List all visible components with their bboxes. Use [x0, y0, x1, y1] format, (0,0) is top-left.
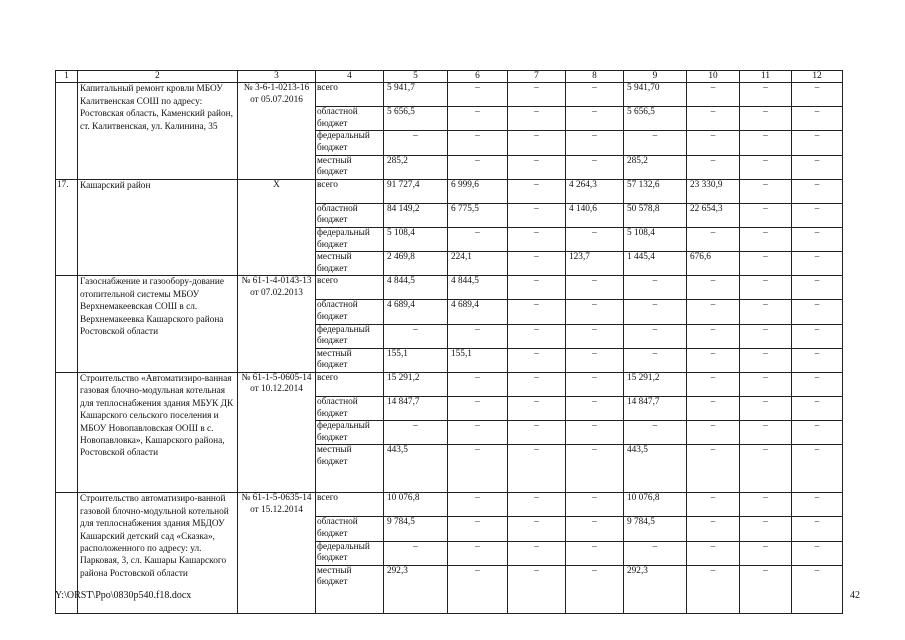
- amount-cell: –: [740, 131, 792, 155]
- amount-cell: –: [384, 131, 448, 155]
- amount-cell: –: [687, 396, 740, 420]
- amount-cell: –: [384, 421, 448, 445]
- amount-cell: 15 291,2: [624, 372, 687, 396]
- amount-cell: –: [740, 565, 792, 613]
- amount-cell: –: [508, 493, 566, 517]
- amount-cell: –: [508, 445, 566, 493]
- document-number: № 61-1-5-0635-14 от 15.12.2014: [238, 493, 316, 613]
- amount-cell: –: [687, 155, 740, 179]
- amount-cell: –: [740, 517, 792, 541]
- amount-cell: –: [508, 348, 566, 372]
- amount-cell: 5 941,7: [384, 83, 448, 107]
- document-number: № 61-1-4-0143-13 от 07.02.2013: [238, 276, 316, 373]
- amount-cell: –: [448, 421, 508, 445]
- amount-cell: –: [566, 517, 624, 541]
- row-number: [56, 83, 78, 180]
- column-number-header: 3: [238, 71, 316, 83]
- table-row: [56, 276, 843, 300]
- amount-cell: –: [687, 541, 740, 565]
- funding-source: федеральный бюджет: [316, 421, 384, 445]
- funding-source: местный бюджет: [316, 565, 384, 613]
- amount-cell: 5 656,5: [624, 107, 687, 131]
- amount-cell: –: [740, 252, 792, 276]
- amount-cell: –: [792, 107, 843, 131]
- funding-source: областной бюджет: [316, 300, 384, 324]
- amount-cell: 4 689,4: [384, 300, 448, 324]
- header-row: [56, 71, 843, 83]
- amount-cell: 292,3: [384, 565, 448, 613]
- amount-cell: 14 847,7: [624, 396, 687, 420]
- amount-cell: –: [624, 324, 687, 348]
- amount-cell: –: [624, 421, 687, 445]
- column-number-header: 10: [687, 71, 740, 83]
- funding-source: всего: [316, 276, 384, 300]
- funding-source: местный бюджет: [316, 155, 384, 179]
- amount-cell: –: [624, 300, 687, 324]
- amount-cell: –: [566, 372, 624, 396]
- amount-cell: –: [384, 324, 448, 348]
- amount-cell: –: [508, 252, 566, 276]
- amount-cell: –: [566, 83, 624, 107]
- amount-cell: 9 784,5: [624, 517, 687, 541]
- amount-cell: –: [448, 107, 508, 131]
- funding-source: областной бюджет: [316, 517, 384, 541]
- row-number: 17.: [56, 179, 78, 276]
- amount-cell: –: [508, 517, 566, 541]
- amount-cell: 6 775,5: [448, 203, 508, 227]
- document-number: № 61-1-5-0605-14 от 10.12.2014: [238, 372, 316, 492]
- amount-cell: –: [624, 276, 687, 300]
- amount-cell: –: [566, 396, 624, 420]
- amount-cell: –: [384, 541, 448, 565]
- page-number: 42: [850, 590, 860, 601]
- funding-source: местный бюджет: [316, 348, 384, 372]
- table-row: [56, 372, 843, 396]
- amount-cell: –: [687, 228, 740, 252]
- amount-cell: –: [740, 396, 792, 420]
- column-number-header: 12: [792, 71, 843, 83]
- funding-source: местный бюджет: [316, 252, 384, 276]
- table-row: [56, 493, 843, 517]
- amount-cell: –: [508, 276, 566, 300]
- amount-cell: 155,1: [448, 348, 508, 372]
- amount-cell: –: [508, 565, 566, 613]
- amount-cell: 57 132,6: [624, 179, 687, 203]
- column-number-header: 7: [508, 71, 566, 83]
- amount-cell: 5 941,70: [624, 83, 687, 107]
- amount-cell: –: [792, 179, 843, 203]
- budget-table: [55, 70, 843, 614]
- amount-cell: –: [448, 493, 508, 517]
- amount-cell: 2 469,8: [384, 252, 448, 276]
- amount-cell: –: [792, 348, 843, 372]
- amount-cell: 84 149,2: [384, 203, 448, 227]
- row-number: [56, 276, 78, 373]
- amount-cell: –: [566, 348, 624, 372]
- row-number: [56, 372, 78, 492]
- funding-source: всего: [316, 83, 384, 107]
- column-number-header: 1: [56, 71, 78, 83]
- amount-cell: –: [508, 179, 566, 203]
- amount-cell: –: [566, 445, 624, 493]
- amount-cell: –: [792, 517, 843, 541]
- amount-cell: 5 108,4: [384, 228, 448, 252]
- amount-cell: –: [792, 421, 843, 445]
- amount-cell: –: [624, 348, 687, 372]
- amount-cell: –: [792, 83, 843, 107]
- amount-cell: –: [740, 348, 792, 372]
- amount-cell: –: [508, 83, 566, 107]
- amount-cell: 285,2: [624, 155, 687, 179]
- amount-cell: –: [448, 155, 508, 179]
- amount-cell: –: [448, 565, 508, 613]
- amount-cell: 224,1: [448, 252, 508, 276]
- amount-cell: –: [740, 228, 792, 252]
- amount-cell: 5 656,5: [384, 107, 448, 131]
- amount-cell: –: [448, 541, 508, 565]
- amount-cell: –: [687, 324, 740, 348]
- document-number: Х: [238, 179, 316, 276]
- amount-cell: –: [687, 276, 740, 300]
- amount-cell: –: [566, 324, 624, 348]
- amount-cell: –: [792, 203, 843, 227]
- amount-cell: –: [448, 517, 508, 541]
- funding-source: областной бюджет: [316, 396, 384, 420]
- funding-source: всего: [316, 372, 384, 396]
- amount-cell: 14 847,7: [384, 396, 448, 420]
- amount-cell: –: [740, 300, 792, 324]
- file-path: Y:\ORST\Ppo\0830p540.f18.docx: [55, 590, 192, 601]
- column-number-header: 4: [316, 71, 384, 83]
- amount-cell: 50 578,8: [624, 203, 687, 227]
- amount-cell: –: [740, 493, 792, 517]
- amount-cell: –: [566, 421, 624, 445]
- column-number-header: 9: [624, 71, 687, 83]
- amount-cell: 4 689,4: [448, 300, 508, 324]
- amount-cell: –: [566, 565, 624, 613]
- amount-cell: –: [508, 396, 566, 420]
- table-row: [56, 179, 843, 203]
- funding-source: областной бюджет: [316, 107, 384, 131]
- amount-cell: 6 999,6: [448, 179, 508, 203]
- amount-cell: –: [792, 445, 843, 493]
- funding-source: всего: [316, 179, 384, 203]
- amount-cell: –: [740, 107, 792, 131]
- amount-cell: –: [448, 372, 508, 396]
- amount-cell: 10 076,8: [384, 493, 448, 517]
- amount-cell: –: [624, 541, 687, 565]
- amount-cell: 4 844,5: [384, 276, 448, 300]
- amount-cell: –: [687, 493, 740, 517]
- amount-cell: –: [566, 276, 624, 300]
- amount-cell: –: [687, 565, 740, 613]
- amount-cell: –: [687, 107, 740, 131]
- amount-cell: 10 076,8: [624, 493, 687, 517]
- amount-cell: –: [508, 131, 566, 155]
- amount-cell: –: [566, 493, 624, 517]
- amount-cell: –: [508, 372, 566, 396]
- amount-cell: –: [792, 276, 843, 300]
- column-number-header: 5: [384, 71, 448, 83]
- column-number-header: 6: [448, 71, 508, 83]
- amount-cell: –: [566, 541, 624, 565]
- amount-cell: –: [740, 179, 792, 203]
- amount-cell: 15 291,2: [384, 372, 448, 396]
- column-number-header: 8: [566, 71, 624, 83]
- funding-source: федеральный бюджет: [316, 228, 384, 252]
- amount-cell: –: [740, 83, 792, 107]
- amount-cell: –: [740, 541, 792, 565]
- amount-cell: –: [792, 155, 843, 179]
- amount-cell: –: [624, 131, 687, 155]
- amount-cell: –: [508, 203, 566, 227]
- amount-cell: 23 330,9: [687, 179, 740, 203]
- amount-cell: 676,6: [687, 252, 740, 276]
- amount-cell: –: [687, 348, 740, 372]
- amount-cell: –: [566, 155, 624, 179]
- amount-cell: –: [792, 324, 843, 348]
- amount-cell: –: [448, 83, 508, 107]
- object-name: Кашарский район: [78, 179, 238, 276]
- amount-cell: –: [566, 131, 624, 155]
- document-number: № 3-6-1-0213-16 от 05.07.2016: [238, 83, 316, 180]
- amount-cell: –: [566, 300, 624, 324]
- amount-cell: –: [687, 421, 740, 445]
- amount-cell: –: [566, 107, 624, 131]
- amount-cell: –: [792, 252, 843, 276]
- amount-cell: –: [740, 155, 792, 179]
- funding-source: местный бюджет: [316, 445, 384, 493]
- amount-cell: –: [792, 493, 843, 517]
- amount-cell: 9 784,5: [384, 517, 448, 541]
- amount-cell: –: [792, 300, 843, 324]
- amount-cell: 4 264,3: [566, 179, 624, 203]
- object-name: Газоснабжение и газообору-дование отопительной системы МБОУ Верхнемакеевская СОШ в сл. Верхнемакеевка Кашарского района Ростовской области: [78, 276, 238, 373]
- amount-cell: 292,3: [624, 565, 687, 613]
- funding-source: областной бюджет: [316, 203, 384, 227]
- amount-cell: 5 108,4: [624, 228, 687, 252]
- amount-cell: –: [740, 445, 792, 493]
- amount-cell: –: [740, 324, 792, 348]
- amount-cell: 22 654,3: [687, 203, 740, 227]
- object-name: Строительство автоматизиро-ванной газовой блочно-модульной котельной для теплоснабжения здания МБДОУ Кашарский детский сад «Сказка», расположенного по адресу: ул. Парковая, 3, сл. Кашары Кашарского района Ростовской области: [78, 493, 238, 613]
- amount-cell: –: [448, 396, 508, 420]
- amount-cell: –: [687, 372, 740, 396]
- amount-cell: 155,1: [384, 348, 448, 372]
- amount-cell: –: [566, 228, 624, 252]
- amount-cell: 1 445,4: [624, 252, 687, 276]
- amount-cell: –: [792, 565, 843, 613]
- amount-cell: 443,5: [384, 445, 448, 493]
- amount-cell: 91 727,4: [384, 179, 448, 203]
- amount-cell: –: [508, 107, 566, 131]
- funding-source: федеральный бюджет: [316, 131, 384, 155]
- amount-cell: –: [448, 228, 508, 252]
- amount-cell: 123,7: [566, 252, 624, 276]
- amount-cell: –: [687, 300, 740, 324]
- amount-cell: –: [792, 396, 843, 420]
- amount-cell: 4 844,5: [448, 276, 508, 300]
- amount-cell: –: [508, 541, 566, 565]
- funding-source: федеральный бюджет: [316, 541, 384, 565]
- amount-cell: –: [508, 228, 566, 252]
- funding-source: всего: [316, 493, 384, 517]
- amount-cell: –: [508, 421, 566, 445]
- amount-cell: –: [740, 203, 792, 227]
- object-name: Строительство «Автоматизиро-ванная газовая блочно-модульная котельная для теплоснабжения здания МБУК ДК Кашарского сельского поселения и МБОУ Новопавловская ООШ в с. Новопавловка», Кашарского района, Ростовской области: [78, 372, 238, 492]
- amount-cell: –: [687, 131, 740, 155]
- amount-cell: 443,5: [624, 445, 687, 493]
- amount-cell: –: [508, 324, 566, 348]
- amount-cell: –: [687, 445, 740, 493]
- funding-source: федеральный бюджет: [316, 324, 384, 348]
- amount-cell: –: [687, 83, 740, 107]
- amount-cell: –: [508, 300, 566, 324]
- table-row: [56, 83, 843, 107]
- amount-cell: –: [448, 131, 508, 155]
- amount-cell: –: [740, 372, 792, 396]
- column-number-header: 2: [78, 71, 238, 83]
- amount-cell: 285,2: [384, 155, 448, 179]
- amount-cell: –: [740, 421, 792, 445]
- object-name: Капитальный ремонт кровли МБОУ Калитвенская СОШ по адресу: Ростовская область, Каменский район, ст. Калитвенская, ул. Калинина, 35: [78, 83, 238, 180]
- amount-cell: –: [792, 541, 843, 565]
- amount-cell: –: [792, 131, 843, 155]
- amount-cell: –: [792, 372, 843, 396]
- amount-cell: –: [687, 517, 740, 541]
- amount-cell: –: [792, 228, 843, 252]
- column-number-header: 11: [740, 71, 792, 83]
- amount-cell: 4 140,6: [566, 203, 624, 227]
- amount-cell: –: [740, 276, 792, 300]
- amount-cell: –: [448, 445, 508, 493]
- amount-cell: –: [508, 155, 566, 179]
- amount-cell: –: [448, 324, 508, 348]
